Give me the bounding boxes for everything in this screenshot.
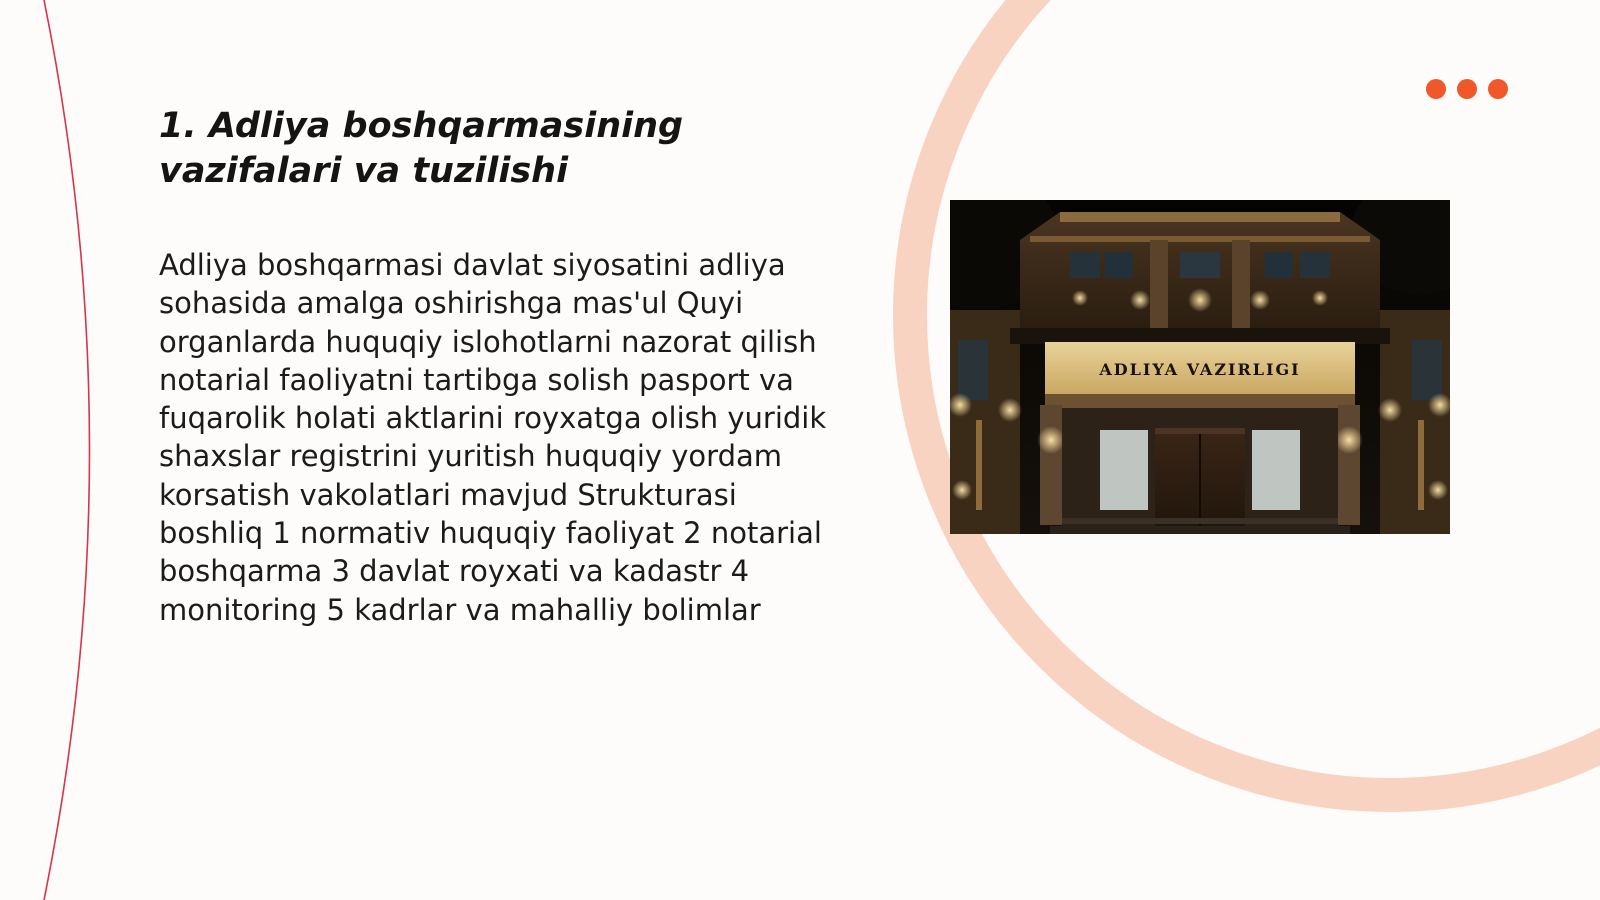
- slide-body-text: Adliya boshqarmasi davlat siyosatini adliya sohasida amalga oshirishga mas'ul Quyi organlarda huquqiy islohotlarni nazorat qilish notarial faoliyatni tartibga solish pasport va fuqarolik holati aktlarini royxatga olish yuridik shaxslar registrini yuritish huquqiy yordam korsatish vakolatlari mavjud Strukturasi boshliq 1 normativ huquqiy faoliyat 2 notarial boshqarma 3 davlat royxati va kadastr 4 monitoring 5 kadrlar va mahalliy bolimlar: [159, 248, 827, 627]
- building-sign-text: ADLIYA VAZIRLIGI: [1099, 360, 1301, 379]
- dot-icon: [1457, 79, 1477, 99]
- decorative-curve-line: [44, 0, 90, 900]
- slide-title: 1. Adliya boshqarmasining vazifalari va tuzilishi: [159, 106, 684, 191]
- dot-icon: [1488, 79, 1508, 99]
- dot-icon: [1426, 79, 1446, 99]
- building-illustration: [950, 200, 1450, 534]
- decorative-dots: [1426, 79, 1508, 99]
- building-photo: [950, 200, 1450, 534]
